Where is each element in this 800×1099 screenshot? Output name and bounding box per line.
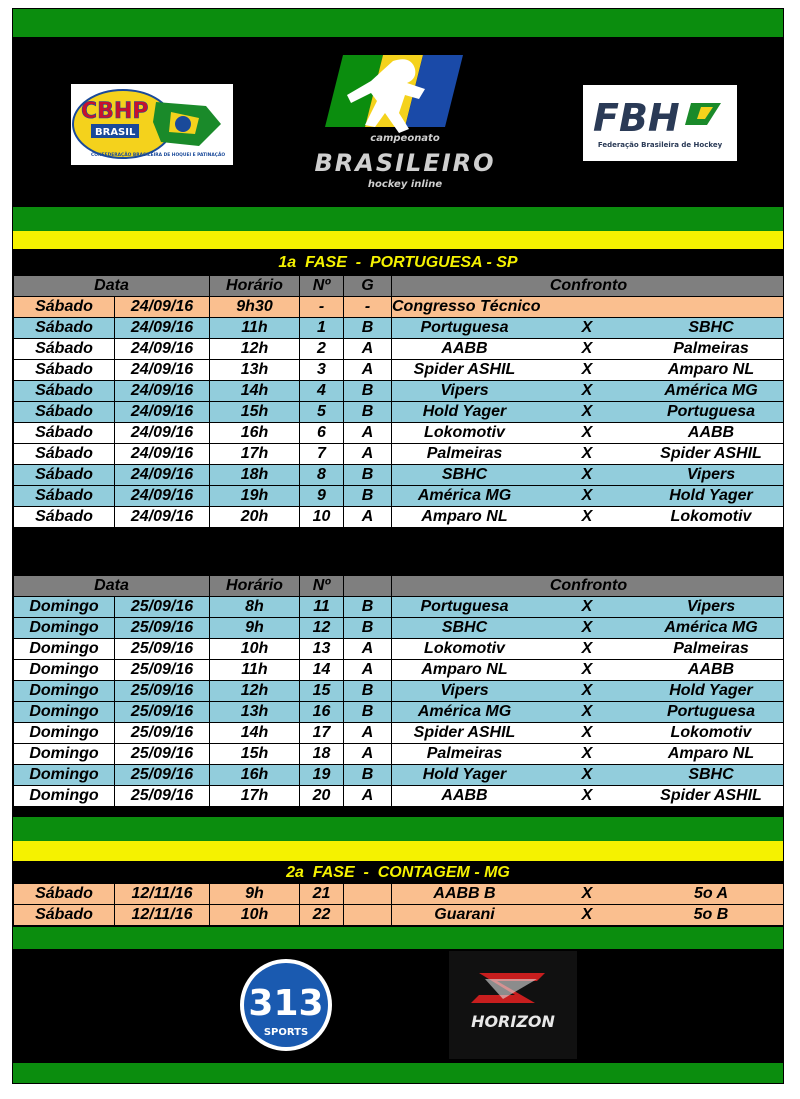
matchup-cell <box>392 381 785 402</box>
group-cell: A <box>344 423 392 444</box>
versus: X <box>581 619 593 636</box>
num-cell: 2 <box>300 339 344 360</box>
center-logo-line3: hockey inline <box>367 179 443 190</box>
num-cell: 18 <box>300 744 344 765</box>
313-logo-text: 313 <box>248 983 324 1024</box>
team2: Lokomotiv <box>670 724 752 741</box>
num-cell: 13 <box>300 639 344 660</box>
table-row <box>14 786 785 807</box>
day-cell: Sábado <box>14 444 115 465</box>
header-num: Nº <box>300 576 344 597</box>
team1: Palmeiras <box>426 745 503 762</box>
team2: Portuguesa <box>666 403 755 420</box>
team2: Hold Yager <box>669 487 753 504</box>
day-cell: Sábado <box>14 507 115 528</box>
team1: Hold Yager <box>422 766 507 783</box>
time-cell: 14h <box>210 381 300 402</box>
matchup-cell <box>392 765 785 786</box>
day-cell: Domingo <box>14 618 115 639</box>
versus: X <box>581 598 593 615</box>
group-cell: A <box>344 360 392 381</box>
matchup-cell <box>392 702 785 723</box>
day-cell: Domingo <box>14 639 115 660</box>
day-cell: Domingo <box>14 597 115 618</box>
fbh-logo <box>583 85 737 161</box>
versus: X <box>581 466 593 483</box>
versus <box>537 297 637 317</box>
matchup-cell <box>392 360 785 381</box>
num-cell: 3 <box>300 360 344 381</box>
team2: Spider ASHIL <box>660 787 762 804</box>
table-row <box>14 905 785 926</box>
time-cell: 12h <box>210 339 300 360</box>
team1: Congresso Técnico <box>392 298 541 315</box>
table-row <box>14 381 785 402</box>
team2: AABB <box>687 661 735 678</box>
table-row <box>14 507 785 528</box>
team1: AABB B <box>433 885 496 902</box>
group-cell: A <box>344 444 392 465</box>
num-cell: 22 <box>300 905 344 926</box>
table-row <box>14 444 785 465</box>
team1: AABB <box>441 787 488 804</box>
group-cell: B <box>344 486 392 507</box>
time-cell: 13h <box>210 360 300 381</box>
313-logo-sub: SPORTS <box>263 1027 309 1038</box>
group-cell: B <box>344 381 392 402</box>
date-cell: 24/09/16 <box>115 507 210 528</box>
date-cell: 24/09/16 <box>115 402 210 423</box>
date-cell: 24/09/16 <box>115 444 210 465</box>
team1: SBHC <box>441 466 488 483</box>
team1: Portuguesa <box>420 319 509 336</box>
top-green-band <box>13 9 783 37</box>
team2: Lokomotiv <box>670 508 752 525</box>
table-row <box>14 681 785 702</box>
team2: Portuguesa <box>666 703 755 720</box>
day-cell: Sábado <box>14 423 115 444</box>
schedule-poster <box>12 8 784 1084</box>
matchup-cell <box>392 507 785 528</box>
date-cell: 25/09/16 <box>115 597 210 618</box>
team2: Vipers <box>686 466 736 483</box>
date-cell: 24/09/16 <box>115 486 210 507</box>
num-cell: 12 <box>300 618 344 639</box>
header-num: Nº <box>300 276 344 297</box>
bottom-green-band <box>13 1063 783 1084</box>
team2: Amparo NL <box>667 745 755 762</box>
time-cell: 10h <box>210 905 300 926</box>
versus: X <box>581 745 593 762</box>
num-cell: 16 <box>300 702 344 723</box>
date-cell: 25/09/16 <box>115 660 210 681</box>
versus: X <box>581 340 593 357</box>
313-sports-logo <box>238 957 334 1053</box>
table-row <box>14 618 785 639</box>
table-row <box>14 297 785 318</box>
team2: AABB <box>687 424 735 441</box>
time-cell: 8h <box>210 597 300 618</box>
team1: Vipers <box>440 682 489 699</box>
group-cell: B <box>344 465 392 486</box>
matchup-cell <box>392 486 785 507</box>
versus: X <box>581 906 593 923</box>
team1: Amparo NL <box>421 661 508 678</box>
horizon-logo-text: HORIZON <box>471 1012 555 1031</box>
num-cell: 17 <box>300 723 344 744</box>
team1: Amparo NL <box>421 508 508 525</box>
versus: X <box>581 885 593 902</box>
table-row <box>14 318 785 339</box>
cbhp-logo-sub: BRASIL <box>95 127 136 138</box>
num-cell: 15 <box>300 681 344 702</box>
cbhp-logo <box>71 84 233 165</box>
date-cell: 24/09/16 <box>115 360 210 381</box>
date-cell: 25/09/16 <box>115 765 210 786</box>
matchup-cell <box>392 681 785 702</box>
team1: Lokomotiv <box>424 640 505 657</box>
team2: Amparo NL <box>667 361 755 378</box>
header-data: Data <box>14 576 210 597</box>
day-cell: Sábado <box>14 465 115 486</box>
team1: Guarani <box>434 906 495 923</box>
versus: X <box>581 445 593 462</box>
table-row <box>14 402 785 423</box>
date-cell: 24/09/16 <box>115 297 210 318</box>
group-cell: B <box>344 702 392 723</box>
phase2-table <box>13 883 784 926</box>
time-cell: 15h <box>210 402 300 423</box>
team1: AABB <box>441 340 488 357</box>
matchup-cell <box>392 597 785 618</box>
versus: X <box>581 703 593 720</box>
team2: América MG <box>664 619 758 636</box>
date-cell: 12/11/16 <box>115 905 210 926</box>
team1: Vipers <box>440 382 489 399</box>
time-cell: 15h <box>210 744 300 765</box>
team2: SBHC <box>688 319 734 336</box>
day-cell: Sábado <box>14 360 115 381</box>
group-cell: A <box>344 786 392 807</box>
group-cell: A <box>344 660 392 681</box>
num-cell: 20 <box>300 786 344 807</box>
table-row <box>14 597 785 618</box>
center-logo-line2: BRASILEIRO <box>314 149 496 177</box>
time-cell: 19h <box>210 486 300 507</box>
team1: Hold Yager <box>422 403 507 420</box>
day-cell: Domingo <box>14 681 115 702</box>
group-cell: B <box>344 597 392 618</box>
date-cell: 24/09/16 <box>115 339 210 360</box>
num-cell: 8 <box>300 465 344 486</box>
time-cell: 9h <box>210 618 300 639</box>
group-cell: A <box>344 339 392 360</box>
table-row <box>14 723 785 744</box>
team1: Spider ASHIL <box>413 361 516 378</box>
team1: Palmeiras <box>426 445 503 462</box>
table-row <box>14 639 785 660</box>
matchup-cell <box>392 639 785 660</box>
versus: X <box>581 766 593 783</box>
fbh-logo-tagline: Federação Brasileira de Hockey <box>597 141 723 149</box>
team2: Vipers <box>686 598 736 615</box>
time-cell: 20h <box>210 507 300 528</box>
group-cell: A <box>344 639 392 660</box>
matchup-cell <box>392 318 785 339</box>
header-data: Data <box>14 276 210 297</box>
versus: X <box>581 361 593 378</box>
day-cell: Domingo <box>14 786 115 807</box>
versus: X <box>581 424 593 441</box>
table-row <box>14 884 785 905</box>
time-cell: 18h <box>210 465 300 486</box>
yellow-band-1 <box>13 231 783 249</box>
versus: X <box>581 682 593 699</box>
versus: X <box>581 319 593 336</box>
num-cell: 14 <box>300 660 344 681</box>
table-row <box>14 702 785 723</box>
matchup-cell <box>392 423 785 444</box>
horizon-logo <box>449 951 577 1059</box>
day-cell: Sábado <box>14 318 115 339</box>
versus: X <box>581 640 593 657</box>
team1: Spider ASHIL <box>413 724 516 741</box>
group-cell: B <box>344 618 392 639</box>
group-cell: A <box>344 723 392 744</box>
table-row <box>14 486 785 507</box>
versus: X <box>581 724 593 741</box>
group-cell: B <box>344 765 392 786</box>
versus: X <box>581 487 593 504</box>
day-cell: Sábado <box>14 381 115 402</box>
num-cell: 4 <box>300 381 344 402</box>
group-cell <box>344 884 392 905</box>
team2: Palmeiras <box>673 340 749 357</box>
green-band-2 <box>13 207 783 231</box>
spacer-black <box>13 541 783 575</box>
day-cell: Domingo <box>14 660 115 681</box>
cbhp-logo-tagline: CONFEDERAÇÃO BRASILEIRA DE HOQUEI E PATINAÇÃO <box>91 153 226 158</box>
matchup-cell <box>392 884 785 905</box>
date-cell: 25/09/16 <box>115 786 210 807</box>
day-cell: Sábado <box>14 884 115 905</box>
campeonato-brasileiro-logo <box>283 47 527 192</box>
team2: Hold Yager <box>669 682 753 699</box>
group-cell: A <box>344 507 392 528</box>
versus: X <box>581 382 593 399</box>
date-cell: 24/09/16 <box>115 318 210 339</box>
date-cell: 25/09/16 <box>115 744 210 765</box>
time-cell: 9h30 <box>210 297 300 318</box>
matchup-cell <box>392 402 785 423</box>
time-cell: 16h <box>210 765 300 786</box>
num-cell: 6 <box>300 423 344 444</box>
matchup-cell <box>392 744 785 765</box>
day-cell: Sábado <box>14 486 115 507</box>
team2 <box>637 297 784 317</box>
header-confronto: Confronto <box>392 576 785 597</box>
group-cell: B <box>344 681 392 702</box>
table-row <box>14 465 785 486</box>
date-cell: 12/11/16 <box>115 884 210 905</box>
num-cell: 1 <box>300 318 344 339</box>
header-horario: Horário <box>210 576 300 597</box>
matchup-cell <box>392 339 785 360</box>
matchup-cell <box>392 444 785 465</box>
day-cell: Sábado <box>14 905 115 926</box>
group-cell: A <box>344 744 392 765</box>
group-cell <box>344 905 392 926</box>
fbh-logo-text: FBH <box>593 96 680 140</box>
date-cell: 25/09/16 <box>115 702 210 723</box>
phase1-sunday-table <box>13 575 784 807</box>
num-cell: 9 <box>300 486 344 507</box>
table-row <box>14 744 785 765</box>
time-cell: 12h <box>210 681 300 702</box>
team1: SBHC <box>441 619 488 636</box>
time-cell: 11h <box>210 660 300 681</box>
green-band-3 <box>13 817 783 841</box>
table-header <box>14 276 785 297</box>
versus: X <box>581 661 593 678</box>
team2: Spider ASHIL <box>660 445 762 462</box>
num-cell: 10 <box>300 507 344 528</box>
time-cell: 17h <box>210 444 300 465</box>
time-cell: 17h <box>210 786 300 807</box>
matchup-cell <box>392 297 785 318</box>
date-cell: 25/09/16 <box>115 618 210 639</box>
cbhp-logo-text: CBHP <box>81 99 149 124</box>
versus: X <box>581 787 593 804</box>
team2: 5o B <box>693 906 729 923</box>
team1: América MG <box>417 487 512 504</box>
header-horario: Horário <box>210 276 300 297</box>
date-cell: 24/09/16 <box>115 423 210 444</box>
team1: Portuguesa <box>420 598 509 615</box>
num-cell: 7 <box>300 444 344 465</box>
header-g <box>344 576 392 597</box>
group-cell: B <box>344 402 392 423</box>
num-cell: 19 <box>300 765 344 786</box>
matchup-cell <box>392 905 785 926</box>
green-band-4 <box>13 927 783 949</box>
table-row <box>14 360 785 381</box>
time-cell: 11h <box>210 318 300 339</box>
day-cell: Sábado <box>14 402 115 423</box>
matchup-cell <box>392 786 785 807</box>
phase2-title: 2a FASE - CONTAGEM - MG <box>286 864 510 881</box>
versus: X <box>581 403 593 420</box>
num-cell: 21 <box>300 884 344 905</box>
date-cell: 25/09/16 <box>115 723 210 744</box>
header-g: G <box>344 276 392 297</box>
time-cell: 13h <box>210 702 300 723</box>
num-cell: - <box>300 297 344 318</box>
team2: SBHC <box>688 766 734 783</box>
date-cell: 24/09/16 <box>115 381 210 402</box>
team2: América MG <box>664 382 758 399</box>
time-cell: 14h <box>210 723 300 744</box>
day-cell: Sábado <box>14 297 115 318</box>
team1: Lokomotiv <box>424 424 505 441</box>
matchup-cell <box>392 465 785 486</box>
time-cell: 10h <box>210 639 300 660</box>
group-cell: - <box>344 297 392 318</box>
phase1-saturday-table <box>13 275 784 528</box>
yellow-band-2 <box>13 841 783 861</box>
date-cell: 24/09/16 <box>115 465 210 486</box>
num-cell: 11 <box>300 597 344 618</box>
team2: Palmeiras <box>673 640 749 657</box>
team1: América MG <box>417 703 512 720</box>
table-row <box>14 423 785 444</box>
matchup-cell <box>392 723 785 744</box>
day-cell: Domingo <box>14 744 115 765</box>
table-row <box>14 660 785 681</box>
time-cell: 9h <box>210 884 300 905</box>
date-cell: 25/09/16 <box>115 639 210 660</box>
table-header <box>14 576 785 597</box>
matchup-cell <box>392 660 785 681</box>
team2: 5o A <box>693 885 729 902</box>
table-row <box>14 765 785 786</box>
matchup-cell <box>392 618 785 639</box>
table-row <box>14 339 785 360</box>
day-cell: Domingo <box>14 702 115 723</box>
day-cell: Sábado <box>14 339 115 360</box>
date-cell: 25/09/16 <box>115 681 210 702</box>
time-cell: 16h <box>210 423 300 444</box>
header-confronto: Confronto <box>392 276 785 297</box>
num-cell: 5 <box>300 402 344 423</box>
day-cell: Domingo <box>14 723 115 744</box>
center-logo-line1: campeonato <box>370 133 440 144</box>
versus: X <box>581 508 593 525</box>
phase1-title: 1a FASE - PORTUGUESA - SP <box>278 254 518 271</box>
day-cell: Domingo <box>14 765 115 786</box>
group-cell: B <box>344 318 392 339</box>
